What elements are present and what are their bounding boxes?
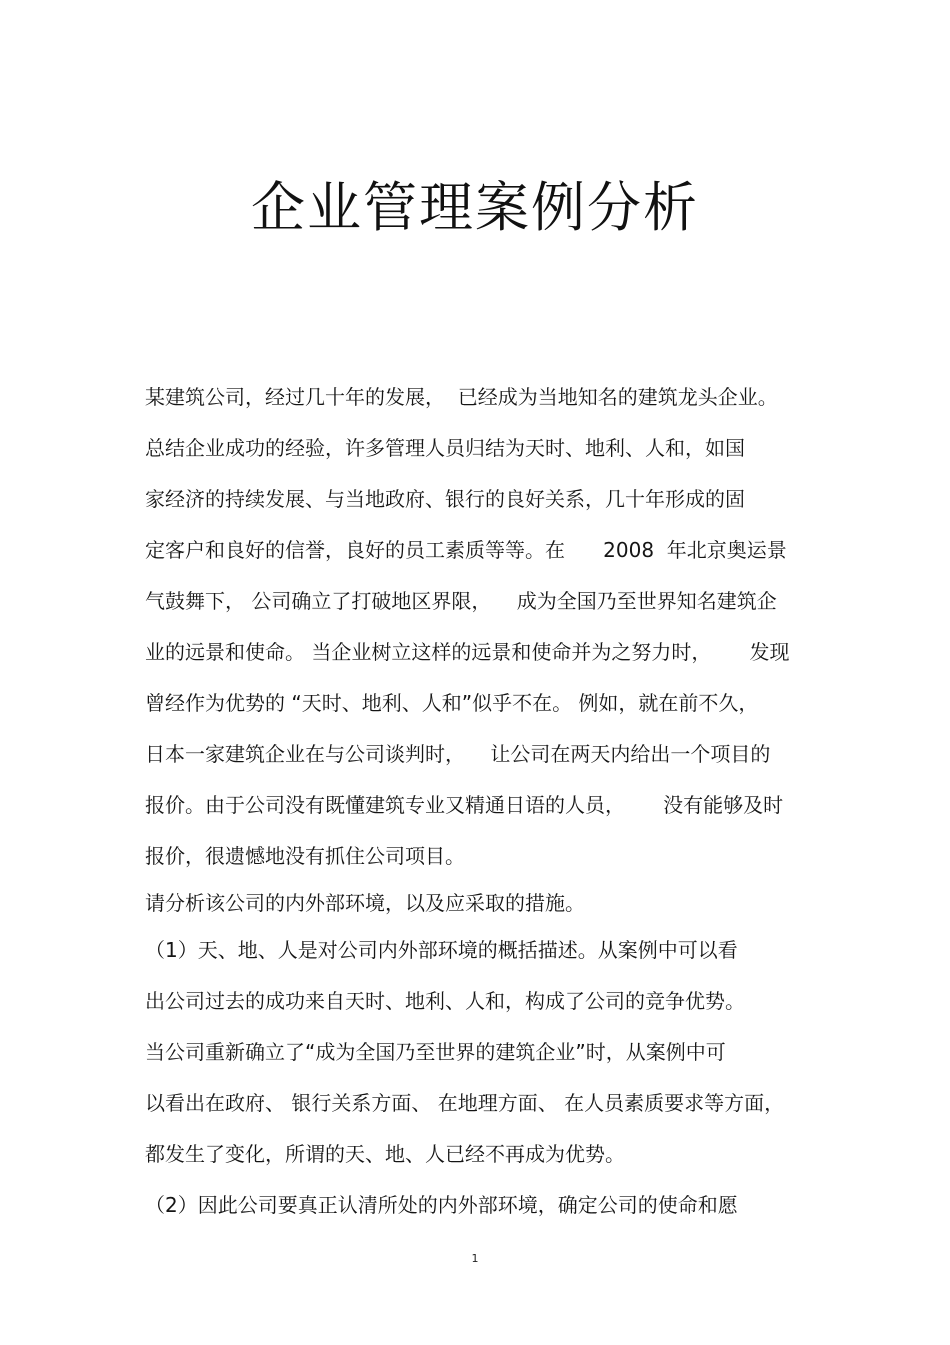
answer-line-6: （2）因此公司要真正认清所处的内外部环境，确定公司的使命和愿 [145,1193,738,1217]
body-line-3: 家经济的持续发展、与当地政府、银行的良好关系，几十年形成的固 [145,487,745,511]
answer-line-3: 当公司重新确立了“成为全国乃至世界的建筑企业”时，从案例中可 [145,1040,726,1064]
body-line-5: 气鼓舞下， 公司确立了打破地区界限， 成为全国乃至世界知名建筑企 [145,589,777,613]
body-line-9: 报价。由于公司没有既懂建筑专业又精通日语的人员， 没有能够及时 [145,793,784,817]
body-line-6: 业的远景和使命。 当企业树立这样的远景和使命并为之努力时， 发现 [145,640,790,664]
answer-line-4: 以看出在政府、 银行关系方面、 在地理方面、 在人员素质要求等方面， [145,1091,785,1115]
body-line-4: 定客户和良好的信誉，良好的员工素质等等。在 2008 年北京奥运景 [145,538,787,562]
question-line: 请分析该公司的内外部环境，以及应采取的措施。 [145,891,585,915]
body-line-1: 某建筑公司，经过几十年的发展， 已经成为当地知名的建筑龙头企业。 [145,385,778,409]
page-number: 1 [471,1252,479,1265]
answer-line-2: 出公司过去的成功来自天时、地利、人和，构成了公司的竞争优势。 [145,989,745,1013]
document-body [145,375,815,1234]
body-line-8: 日本一家建筑企业在与公司谈判时， 让公司在两天内给出一个项目的 [145,742,771,766]
answer-line-5: 都发生了变化，所谓的天、地、人已经不再成为优势。 [145,1142,625,1166]
body-line-2: 总结企业成功的经验，许多管理人员归结为天时、地利、人和，如国 [145,436,745,460]
answer-line-1: （1）天、地、人是对公司内外部环境的概括描述。从案例中可以看 [145,938,738,962]
body-line-7: 曾经作为优势的 “天时、地利、人和”似乎不在。 例如，就在前不久， [145,691,759,715]
document-title: 企业管理案例分析 [251,176,699,239]
body-line-10: 报价，很遗憾地没有抓住公司项目。 [145,844,465,868]
